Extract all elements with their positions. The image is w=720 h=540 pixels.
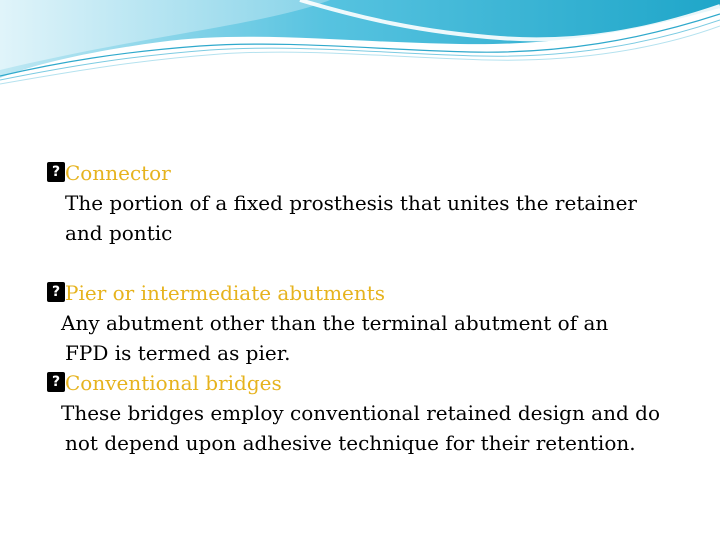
body-line: These bridges employ conventional retained design and do: [61, 401, 660, 425]
section-heading-connector: ?Connector: [47, 158, 697, 188]
top-wave-decoration: [0, 0, 720, 90]
slide-content: [47, 158, 697, 458]
missing-glyph-icon: [47, 372, 65, 392]
section-spacer: [47, 248, 697, 278]
body-line: FPD is termed as pier.: [65, 341, 291, 365]
missing-glyph-icon: [47, 162, 65, 182]
body-line: Any abutment other than the terminal abutment of an: [61, 311, 609, 335]
section-heading-pier: ?Pier or intermediate abutments: [47, 278, 697, 308]
body-line: The portion of a fixed prosthesis that unites the retainer: [65, 191, 637, 215]
body-line: and pontic: [65, 221, 173, 245]
body-line: not depend upon adhesive technique for their retention.: [65, 431, 636, 455]
section-heading-conventional-bridges: ?Conventional bridges: [47, 368, 697, 398]
missing-glyph-icon: [47, 282, 65, 302]
